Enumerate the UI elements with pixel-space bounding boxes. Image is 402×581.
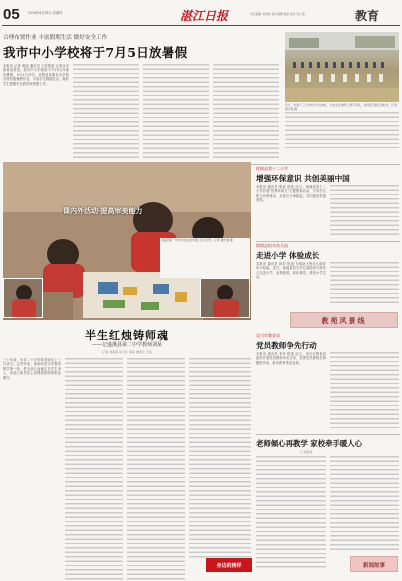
feature-body-col2: [65, 358, 123, 580]
masthead-logo: 湛江日报: [180, 9, 229, 23]
section-title: 教育: [355, 9, 380, 23]
graduation-photo-caption: 近日，市第十三小学举行毕业典礼，毕业生在操场上整齐列队，共同度过难忘的时光。记者 谢志强 摄: [285, 103, 397, 111]
lead-body-col4: [213, 64, 279, 160]
column-body: 本报讯 通讯员 李华 报道 近日，吴川市教育局组织开展党员教师争先行动，发挥党员教师先锋模范作用，推动教育事业发展。: [256, 352, 326, 365]
school1-body: 本报讯 通讯员 陈春 报道 近日，徐闻县第十二小学开展"世界环境日"主题教育活动，引导学生树立环保意识，从身边小事做起，共同建设美丽家园。: [256, 185, 326, 203]
graduation-photo: [285, 32, 399, 102]
page-number: 05: [3, 6, 20, 23]
bottom-byline: □ 刘某某: [300, 450, 313, 454]
inset-photo-right-art: [201, 279, 250, 318]
bottom-body-col1: [256, 456, 326, 570]
bottom-headline: 老师倾心再教学 家校牵手暖人心: [256, 439, 363, 448]
column-body-col2: [330, 352, 399, 430]
edition-info: 责任编辑 刘秀娟 美术编辑 谢丽 校对 吴小燕: [250, 12, 305, 16]
school2-headline: 走进小学 体验成长: [256, 251, 320, 260]
caption-extra-lines: [285, 112, 399, 148]
school2-tag: 徐闻县机关幼儿园: [256, 243, 288, 248]
school1-tag: 徐闻县第十二小学: [256, 166, 288, 171]
column-tag: 吴川市教育局: [256, 333, 280, 338]
label-news-story-text: 新闻故事: [362, 563, 385, 569]
divider-2: [256, 241, 400, 242]
inset-photo-left: [3, 278, 43, 318]
feature-body-col1: 三十年前，年仅二十岁的刘老师走上三尺讲台。这些年来，他始终坚守在教育教学第一线，把全部心血倾注在学生身上，用爱心和责任心诠释着教师的职业操守。: [3, 358, 61, 380]
masthead-rule: [2, 25, 400, 26]
feature-byline: 记者 刘某某 实习生 蔡某 通讯员 王某: [102, 350, 152, 354]
feature-body-col4: [189, 358, 251, 558]
school2-body-col2: [330, 262, 399, 306]
inset-photo-right: [200, 278, 250, 318]
school2-body: 本报讯 通讯员 林芳 报道 为帮助大班幼儿做好幼小衔接，近日，徐闻县机关幼儿园组织大班幼儿走进小学，参观校园，体验课堂，感受小学生活。: [256, 262, 326, 280]
banner: [290, 312, 398, 328]
label-role-model-text: 身边的榜样: [216, 562, 242, 569]
bottom-body-col2: [330, 456, 399, 552]
lead-body-col1: 本报讯 记者 黄丽 通讯员 王欣报道 记者从市教育局获悉，我市中小学校将于7月5日开始放暑假，9月1日开学。市教育局要求各学校合理布置暑假作业，丰富学生假期生活，做好学生假期安全教育和管理工作。: [3, 64, 69, 86]
label-role-model: [206, 558, 252, 572]
banner-text: 教苑风景线: [321, 316, 367, 325]
lead-body-col3: [143, 64, 209, 160]
school1-body-col2: [330, 185, 399, 237]
school1-headline: 增强环保意识 共创美丽中国: [256, 174, 350, 183]
column-headline: 党员教师争先行动: [256, 341, 317, 350]
art-photo-overlay: 课内外活动 提高审美能力: [63, 206, 143, 215]
feature-body-col3: [127, 358, 185, 580]
feature-headline: 半生红烛铸师魂: [85, 329, 169, 342]
graduation-photo-art: [285, 32, 399, 102]
divider-3: [256, 434, 400, 435]
lead-body-col2: [73, 64, 139, 160]
label-news-story: [350, 556, 398, 572]
art-photo-caption: 遂溪县第一中学学生在美术课上进行创作。记者 谢志强 摄: [160, 238, 250, 278]
date-line: 2018年6月28日 星期四: [28, 11, 63, 15]
feature-subhead: ——记遂溪县第二中学教师刘某: [91, 342, 162, 348]
masthead: [0, 0, 402, 30]
lead-kicker: 合理布置作业 丰富假期生活 做好安全工作: [3, 35, 108, 41]
lead-headline: 我市中小学校将于7月5日放暑假: [3, 45, 188, 60]
inset-photo-left-art: [4, 279, 43, 318]
